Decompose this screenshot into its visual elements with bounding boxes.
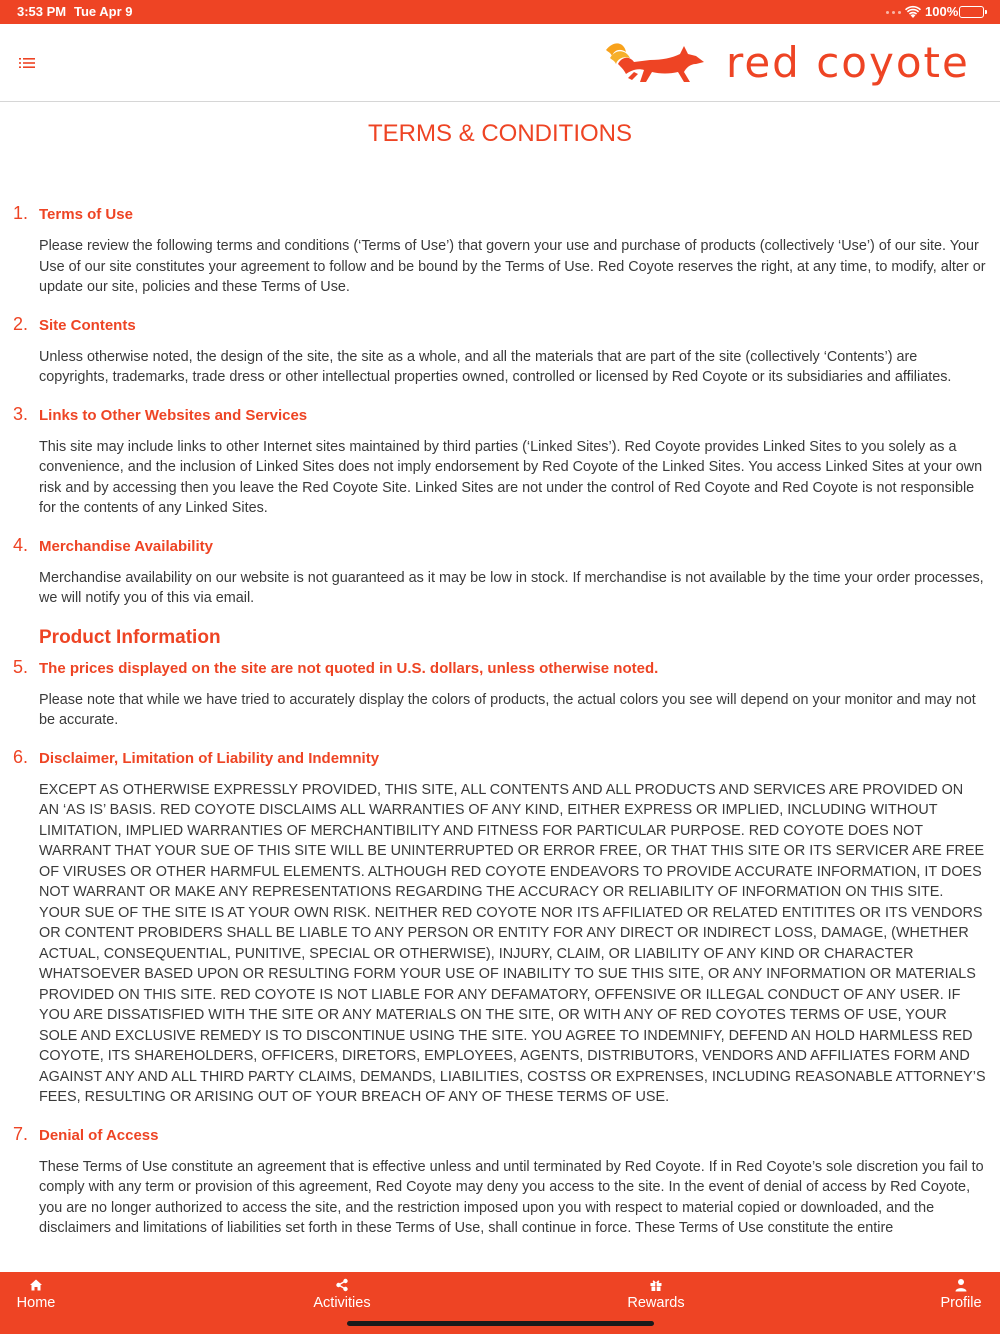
list-menu-icon bbox=[16, 52, 42, 74]
section-number: 7. bbox=[13, 1123, 29, 1144]
home-icon bbox=[29, 1278, 43, 1292]
section-body: Unless otherwise noted, the design of the site, the site as a whole, and all the materials that are part of the site (collectively ‘Contents’) are copyrights, trademarks, trade dress or other intellectual properties owned, controlled or licensed by Red Coyote or its subsidiaries and affiliates. bbox=[39, 348, 952, 385]
home-indicator[interactable] bbox=[347, 1321, 654, 1326]
status-time: 3:53 PM bbox=[17, 4, 67, 19]
tab-rewards-label: Rewards bbox=[627, 1295, 685, 1311]
gift-icon bbox=[649, 1278, 663, 1292]
terms-section bbox=[0, 203, 1000, 298]
terms-section bbox=[0, 656, 1000, 731]
section-number: 2. bbox=[13, 313, 29, 334]
section-heading: Disclaimer, Limitation of Liability and Indemnity bbox=[39, 749, 380, 767]
terms-section bbox=[0, 313, 1000, 388]
section-number: 5. bbox=[13, 656, 29, 677]
section-heading: Site Contents bbox=[39, 316, 136, 334]
app-header bbox=[0, 24, 1000, 102]
section-body: This site may include links to other Internet sites maintained by third parties (‘Linked Sites’). Red Coyote provides Linked Sites to you solely as a convenience, and the inclusion of Linked Sites does not imply endorsement by Red Coyote of the Linked Sites. You access Linked Sites at your own risk and by accessing then you leave the Red Coyote Site. Linked Sites are not under the control of Red Coyote and Red Coyote is not responsible for the contents of any Linked Sites. bbox=[39, 438, 983, 516]
tab-activities[interactable] bbox=[305, 1278, 379, 1318]
battery-percent: 100% bbox=[925, 4, 959, 19]
section-heading: The prices displayed on the site are not quoted in U.S. dollars, unless otherwise noted. bbox=[39, 659, 659, 677]
section-body: Please note that while we have tried to accurately display the colors of products, the actual colors you see will depend on your monitor and may not be accurate. bbox=[39, 691, 976, 728]
terms-section bbox=[0, 534, 1000, 609]
section-number: 3. bbox=[13, 403, 29, 424]
section-number: 1. bbox=[13, 203, 29, 223]
share-icon bbox=[335, 1278, 349, 1292]
tab-home-label: Home bbox=[16, 1295, 56, 1311]
brand-logo[interactable] bbox=[604, 36, 984, 92]
user-icon bbox=[954, 1278, 968, 1292]
section-body: EXCEPT AS OTHERWISE EXPRESSLY PROVIDED, THIS SITE, ALL CONTENTS AND ALL PRODUCTS AND SERVICES ARE PROVIDED ON AN ‘AS IS’ BASIS. RED COYOTE DISCLAIMS ALL WARRANTIES OF ANY KIND, EITHER EXPRESS OR IMPLIED, INCLUDING WITHOUT LIMITATION, IMPLIED WARRANTIES OF MERCHANTIBILITY AND FITNESS FOR PARTICULAR PURPOSE. RED COYOTE DOES NOT WARRANT THAT YOUR SUE OF THIS SITE WILL BE UNINTERRUPTED OR ERROR FREE, OR THAT THIS SITE OR ITS SERVICER ARE FREE OF VIRUSES OR OTHER HARMFUL ELEMENTS. ALTHOUGH RED COYOTE ENDEAVORS TO PROVIDE ACCURATE INFORMATION, IT DOES NOT WARRANT OR MAKE ANY REPRESENTATIONS REGARDING THE ACCURACY OR RELIABILITY OF INFORMATION ON THIS SITE. YOUR SUE OF THE SITE IS AT YOUR OWN RISK. NEITHER RED COYOTE NOR ITS AFFILIATED OR RELATED ENTITITES OR ITS VENDORS OR CONTENT PROBIDERS SHALL BE LIABLE TO ANY PERSON OR ENTITY FOR ANY DIRECT OR INDIRECT LOSS, DAMAGE, (WHETHER ACTUAL, CONSEQUENTIAL, PUNITIVE, SPECIAL OR OTHERWISE), INJURY, CLAIM, OR LIABILITY OF ANY KIND OR CHARACTER WHATSOEVER BASED UPON OR RESULTING FORM YOUR USE OF INABILITY TO SUE THIS SITE, OR ANY INFORMATION OR MATERIALS PROVIDED ON THIS SITE. RED COYOTE IS NOT LIABLE FOR ANY DEFAMATORY, OFFENSIVE OR ILLEGAL CONDUCT OF ANY USER. IF YOU ARE DISSATISFIED WITH THE SITE OR ANY MATERIALS ON THE SITE, OR WITH ANY OF RED COYOTES TERMS OF USE, YOUR SOLE AND EXCLUSIVE REMEDY IS TO DISCONTINUE USING THE SITE. YOU AGREE TO INDEMNIFY, DEFEND AN HOLD HARMLESS RED COYOTE, ITS SHAREHOLDERS, OFFICERS, DIRETORS, EMPLOYEES, AGENTS, DISTRIBUTORS, VENDORS AND AFFILIATES FORM AND AGAINST ANY AND ALL THIRD PARTY CLAIMS, DEMANDS, LIABILITIES, COSTSS OR EXPRENSES, INCLUDING REASONABLE ATTORNEY’S FEES, RESULTING OR ARISING OUT OF YOUR BREACH OF ANY OF THESE TERMS OF USE. bbox=[39, 781, 986, 1105]
status-date: Tue Apr 9 bbox=[74, 4, 133, 19]
section-heading: Terms of Use bbox=[39, 206, 133, 223]
bottom-tab-bar bbox=[0, 1272, 1000, 1334]
logo-text: red coyote bbox=[726, 38, 970, 87]
terms-section bbox=[0, 746, 1000, 1108]
tab-home[interactable] bbox=[10, 1278, 62, 1318]
terms-section bbox=[0, 1123, 1000, 1239]
terms-section bbox=[0, 403, 1000, 519]
section-body: These Terms of Use constitute an agreement that is effective unless and until terminated by Red Coyote. If in Red Coyote’s sole discretion you fail to comply with any term or provision of this agreement, Red Coyote may deny you access to the site. In the event of denial of access by Red Coyote, you are no longer authorized to access the site, and the restriction imposed upon you with respect to material copied or downloaded, and the disclaimers and limitations of liabilities set forth in these Terms of Use, shall continue in force. These Terms of Use constitute the entire bbox=[39, 1158, 984, 1236]
battery-icon bbox=[959, 6, 984, 18]
tab-activities-label: Activities bbox=[313, 1295, 371, 1311]
tab-profile[interactable] bbox=[932, 1278, 990, 1318]
terms-sections bbox=[0, 203, 1000, 1258]
menu-button[interactable] bbox=[16, 52, 42, 74]
product-information-heading: Product Information bbox=[39, 626, 221, 648]
tab-profile-label: Profile bbox=[940, 1295, 982, 1311]
coyote-logo-icon bbox=[604, 38, 706, 86]
section-heading: Links to Other Websites and Services bbox=[39, 406, 308, 424]
section-heading: Merchandise Availability bbox=[39, 537, 213, 555]
wifi-icon bbox=[905, 5, 921, 19]
section-body: Merchandise availability on our website is not guaranteed as it may be low in stock. If merchandise is not available by the time your order processes, we will notify you of this via email. bbox=[39, 569, 984, 606]
section-heading: Denial of Access bbox=[39, 1126, 159, 1144]
section-number: 4. bbox=[13, 534, 29, 555]
multitasking-dots-icon bbox=[886, 11, 901, 14]
section-number: 6. bbox=[13, 746, 29, 767]
page-title: TERMS & CONDITIONS bbox=[367, 120, 632, 147]
tab-rewards[interactable] bbox=[620, 1278, 692, 1318]
terms-content[interactable] bbox=[0, 102, 1000, 1272]
status-bar bbox=[0, 0, 1000, 24]
section-body: Please review the following terms and conditions (‘Terms of Use’) that govern your use and purchase of products (collectively ‘Use’) of our site. Your Use of our site constitutes your agreement to follow and be bound by the Terms of Use. Red Coyote reserves the right, at any time, to modify, alter or update our site, policies and these Terms of Use. bbox=[39, 238, 986, 295]
